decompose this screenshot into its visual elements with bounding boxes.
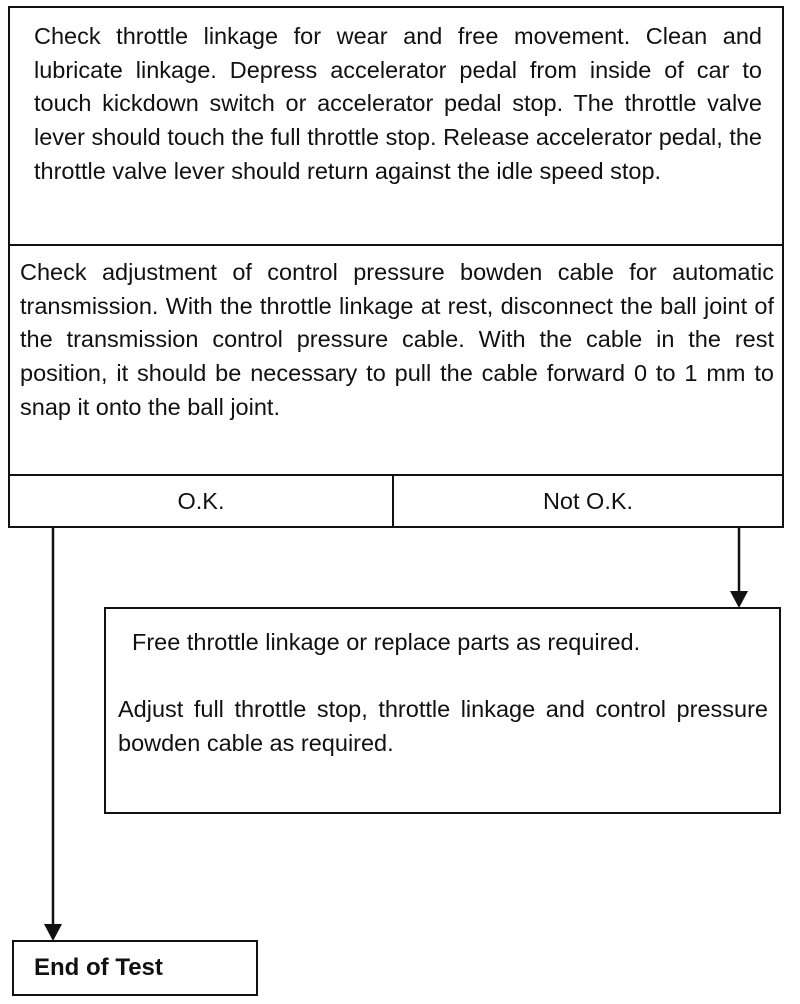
outcome-not-ok: Not O.K. bbox=[542, 487, 634, 514]
ok-arrowhead bbox=[44, 924, 62, 941]
free-linkage-instruction: Free throttle linkage or replace parts as required. bbox=[132, 629, 641, 655]
throttle-linkage-instructions: Check throttle linkage for wear and free movement. Clean and lubricate linkage. Depress accelerator pedal from inside of car to touch kickdown switch or accelerator pedal stop. The throttle valve lever should touch the full throttle stop. Release accelerator pedal, the throttle valve lever should return against the idle speed stop. bbox=[34, 23, 762, 184]
not-ok-arrowhead bbox=[730, 591, 748, 608]
bowden-cable-instructions: Check adjustment of control pressure bowden cable for automatic transmission. With the throttle linkage at rest, disconnect the ball joint of the transmission control pressure cable. With the cable in the rest position, it should be necessary to pull the cable forward 0 to 1 mm to snap it onto the ball joint. bbox=[20, 259, 774, 420]
end-of-test-box bbox=[12, 940, 258, 996]
adjust-instruction: Adjust full throttle stop, throttle linkage and control pressure bowden cable as required. bbox=[118, 696, 768, 756]
outcome-ok: O.K. bbox=[177, 487, 225, 514]
end-of-test-label: End of Test bbox=[34, 954, 163, 981]
section-divider bbox=[10, 244, 782, 246]
check-instructions-box bbox=[8, 6, 784, 528]
corrective-action-box bbox=[104, 607, 781, 814]
